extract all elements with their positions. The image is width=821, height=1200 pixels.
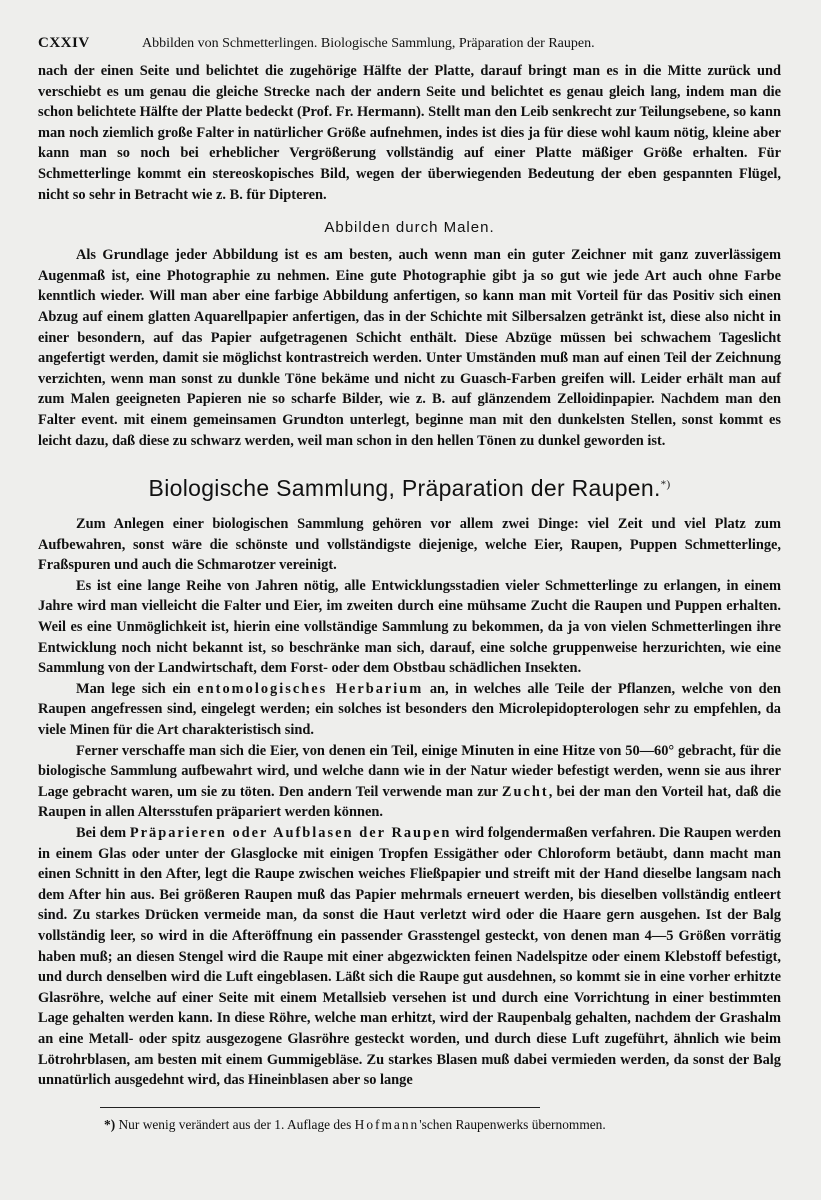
main-heading-text: Biologische Sammlung, Präparation der Raupen. <box>148 475 661 502</box>
running-title: Abbilden von Schmetterlingen. Biologische Sammlung, Präparation der Raupen. <box>142 36 595 51</box>
footnote <box>38 1116 781 1134</box>
praeparieren-text-a: Bei dem <box>76 825 127 841</box>
paragraph-sammlung-1: Zum Anlegen einer biologischen Sammlung gehören vor allem zwei Dinge: viel Zeit und viel Platz zum Aufbewahren, sonst wäre die schönste und vollständigste diejenige, welche Eier, Raupen, Puppen Schmetterlinge, Fraßspuren und auch die Schmarotzer vereinigt. <box>38 516 781 574</box>
zucht-term: Zucht <box>501 783 549 800</box>
footnote-reference[interactable]: *) <box>660 478 671 491</box>
intro-paragraph: nach der einen Seite und belichtet die zugehörige Hälfte der Platte, darauf bringt man es in die Mitte zurück und verschiebt es um genau die gleiche Strecke nach der andern Seite und belichtet es genau gleich lang, indem man die schon belichtete Hälfte der Platte bedeckt (Prof. Fr. Hermann). Stellt man den Leib senkrecht zur Teilungsebene, so kann man noch ziemlich große Falter in natürlicher Größe aufnehmen, indes ist dies ja für diese wohl kaum nötig, kleine aber kann man so noch bei erheblicher Vergrößerung vollständig auf einer Platte mäßiger Größe erhalten. Für Schmetterlinge kommt ein stereoskopisches Bild, wegen der überwiegenden Bedeutung der eben gespannten Flügel, nicht so sehr in Betracht wie z. B. für Dipteren. <box>38 63 781 203</box>
eier-text-c: , bei der man den Vorteil hat, daß die Raupen in allen Altersstufen präpariert werden können. <box>38 783 781 821</box>
footnote-text-b: 'schen Raupenwerks übernommen. <box>419 1116 606 1132</box>
paragraph-eier <box>38 741 781 823</box>
praeparieren-term: Präparieren oder Aufblasen der Raupen <box>129 825 452 841</box>
running-header <box>38 34 781 53</box>
footnote-mark: *) <box>104 1116 116 1132</box>
paragraph-sammlung-2: Es ist eine lange Reihe von Jahren nötig, alle Entwicklungsstadien vieler Schmetterlinge zu erlangen, in einem Jahre wird man vielleicht die Falter und Eier, im zweiten durch eine mühsame Zucht die Raupen und Puppen erhalten. Weil es eine Unmöglichkeit ist, hierin eine vollständige Sammlung zu bekommen, da ja von vielen Schmetterlingen ihre Entwicklung noch nicht bekannt ist, so beschränke man sich, darauf, eine solche gruppenweise herzurichten, wie eine Sammlung von der Landwirtschaft, dem Forst- oder dem Obstbau schädlichen Insekten. <box>38 577 781 677</box>
praeparieren-text-c: wird folgendermaßen verfahren. Die Raupen werden in einem Glas oder unter der Glasglocke mit einigen Tropfen Essigäther oder Chloroform betäubt, dann macht man einen Schnitt in den After, legt die Raupe zwischen weiches Fließpapier und streift mit der Hand dieselbe langsam nach dem After hin aus. Bei größeren Raupen muß das Papier mehrmals erneuert werden, bis dieselben vollständig entleert sind. Zu starkes Drücken vermeide man, da sonst die Haut verletzt wird oder die Haare gern ausgehen. Ist der Balg vollständig leer, so wird in die Afteröffnung ein passender Grasstengel gesteckt, von denen man 4—5 Größen vorrätig haben muß; an diesen Stengel wird die Raupe mit einer abgezwickten feinen Nadelspitze oder einem Klebstoff befestigt, und durch denselben wird die Luft eingeblasen. Läßt sich die Raupe gut ausdehnen, so kommt sie in eine vorher erhitzte Glasröhre, welche auf einer Seite mit einem Metallsieb versehen ist und durch eine Vorrichtung in einer bestimmten Lage gehalten werden kann. In diese Röhre, welche man erhitzt, wird der Raupenbalg gehalten, nachdem der Grashalm an eine Metall- oder spitz ausgezogene Glasröhre gesteckt worden, und durch diese Luft zugeführt, ähnlich wie beim Lötrohrblasen, am besten mit einem Gummigebläse. Zu starkes Blasen muß dabei vermieden werden, da sonst der Balg unnatürlich ausgedehnt wird, das Hineinblasen aber so lange <box>38 825 781 1089</box>
herbarium-text-c: an, in welches alle Teile der Pflanzen, welche von den Raupen angefressen sind, eingelegt werden; ein solches ist besonders den Microlepidopterologen sehr zu empfehlen, da viele Minen für die Art charakteristisch sind. <box>38 680 781 739</box>
page-number: CXXIV <box>38 35 90 51</box>
herbarium-text-a: Man lege sich ein <box>76 680 191 697</box>
footnote-text-a: Nur wenig verändert aus der 1. Auflage des <box>118 1116 352 1132</box>
footnote-name: Hofmann <box>354 1116 420 1132</box>
paragraph-malen: Als Grundlage jeder Abbildung ist es am besten, auch wenn man ein guter Zeichner mit ganz zuverlässigem Augenmaß ist, eine Photographie zu nehmen. Eine gute Photographie gibt ja so gut wie jede Art auch ohne Farbe kenntlich wieder. Will man aber eine farbige Abbildung anfertigen, so kann man mit Vorteil für das Positiv sich einen Abzug auf einem glatten Aquarellpapier anfertigen, das in der Schichte mit Silbersalzen getränkt ist, diese also nicht in einer besondern, auf das Papier aufgetragenen Schicht enthält. Diese Abzüge müssen bei schwachem Tageslicht angefertigt werden, damit sie möglichst kontrastreich werden. Unter Umständen muß man auf einen Teil der Zeichnung verzichten, wenn man sonst zu dunkle Töne bekäme und nicht zu Guasch-Farben greifen will. Leider erhält man auf zum Malen geeigneten Papieren nie so scharfe Bilder, wie z. B. auf glänzendem Zelloidinpapier. Nachdem man den Falter event. mit einem gemeinsamen Grundton unterlegt, beginne man mit den dunkelsten Stellen, sonst kommt es leicht dazu, daß diese zu schwarz werden, weil man schon in den hellen Tönen zu dunkel geworden ist. <box>38 247 781 449</box>
footnote-divider <box>100 1107 540 1108</box>
main-heading <box>38 475 781 502</box>
herbarium-term: entomologisches Herbarium <box>197 680 424 697</box>
section-heading-malen: Abbilden durch Malen. <box>324 219 495 237</box>
paragraph-praeparieren <box>38 823 781 1091</box>
eier-text-a: Ferner verschaffe man sich die Eier, von denen ein Teil, einige Minuten in eine Hitze von 50—60° gebracht, für die biologische Sammlung aufbewahrt wird, und welche dann wie in der Natur wieder befestigt werden, wenn sie aus ihrer Lage gebracht waren, um sie zu töten. Den andern Teil verwende man zur <box>38 742 781 800</box>
paragraph-herbarium <box>38 679 781 741</box>
